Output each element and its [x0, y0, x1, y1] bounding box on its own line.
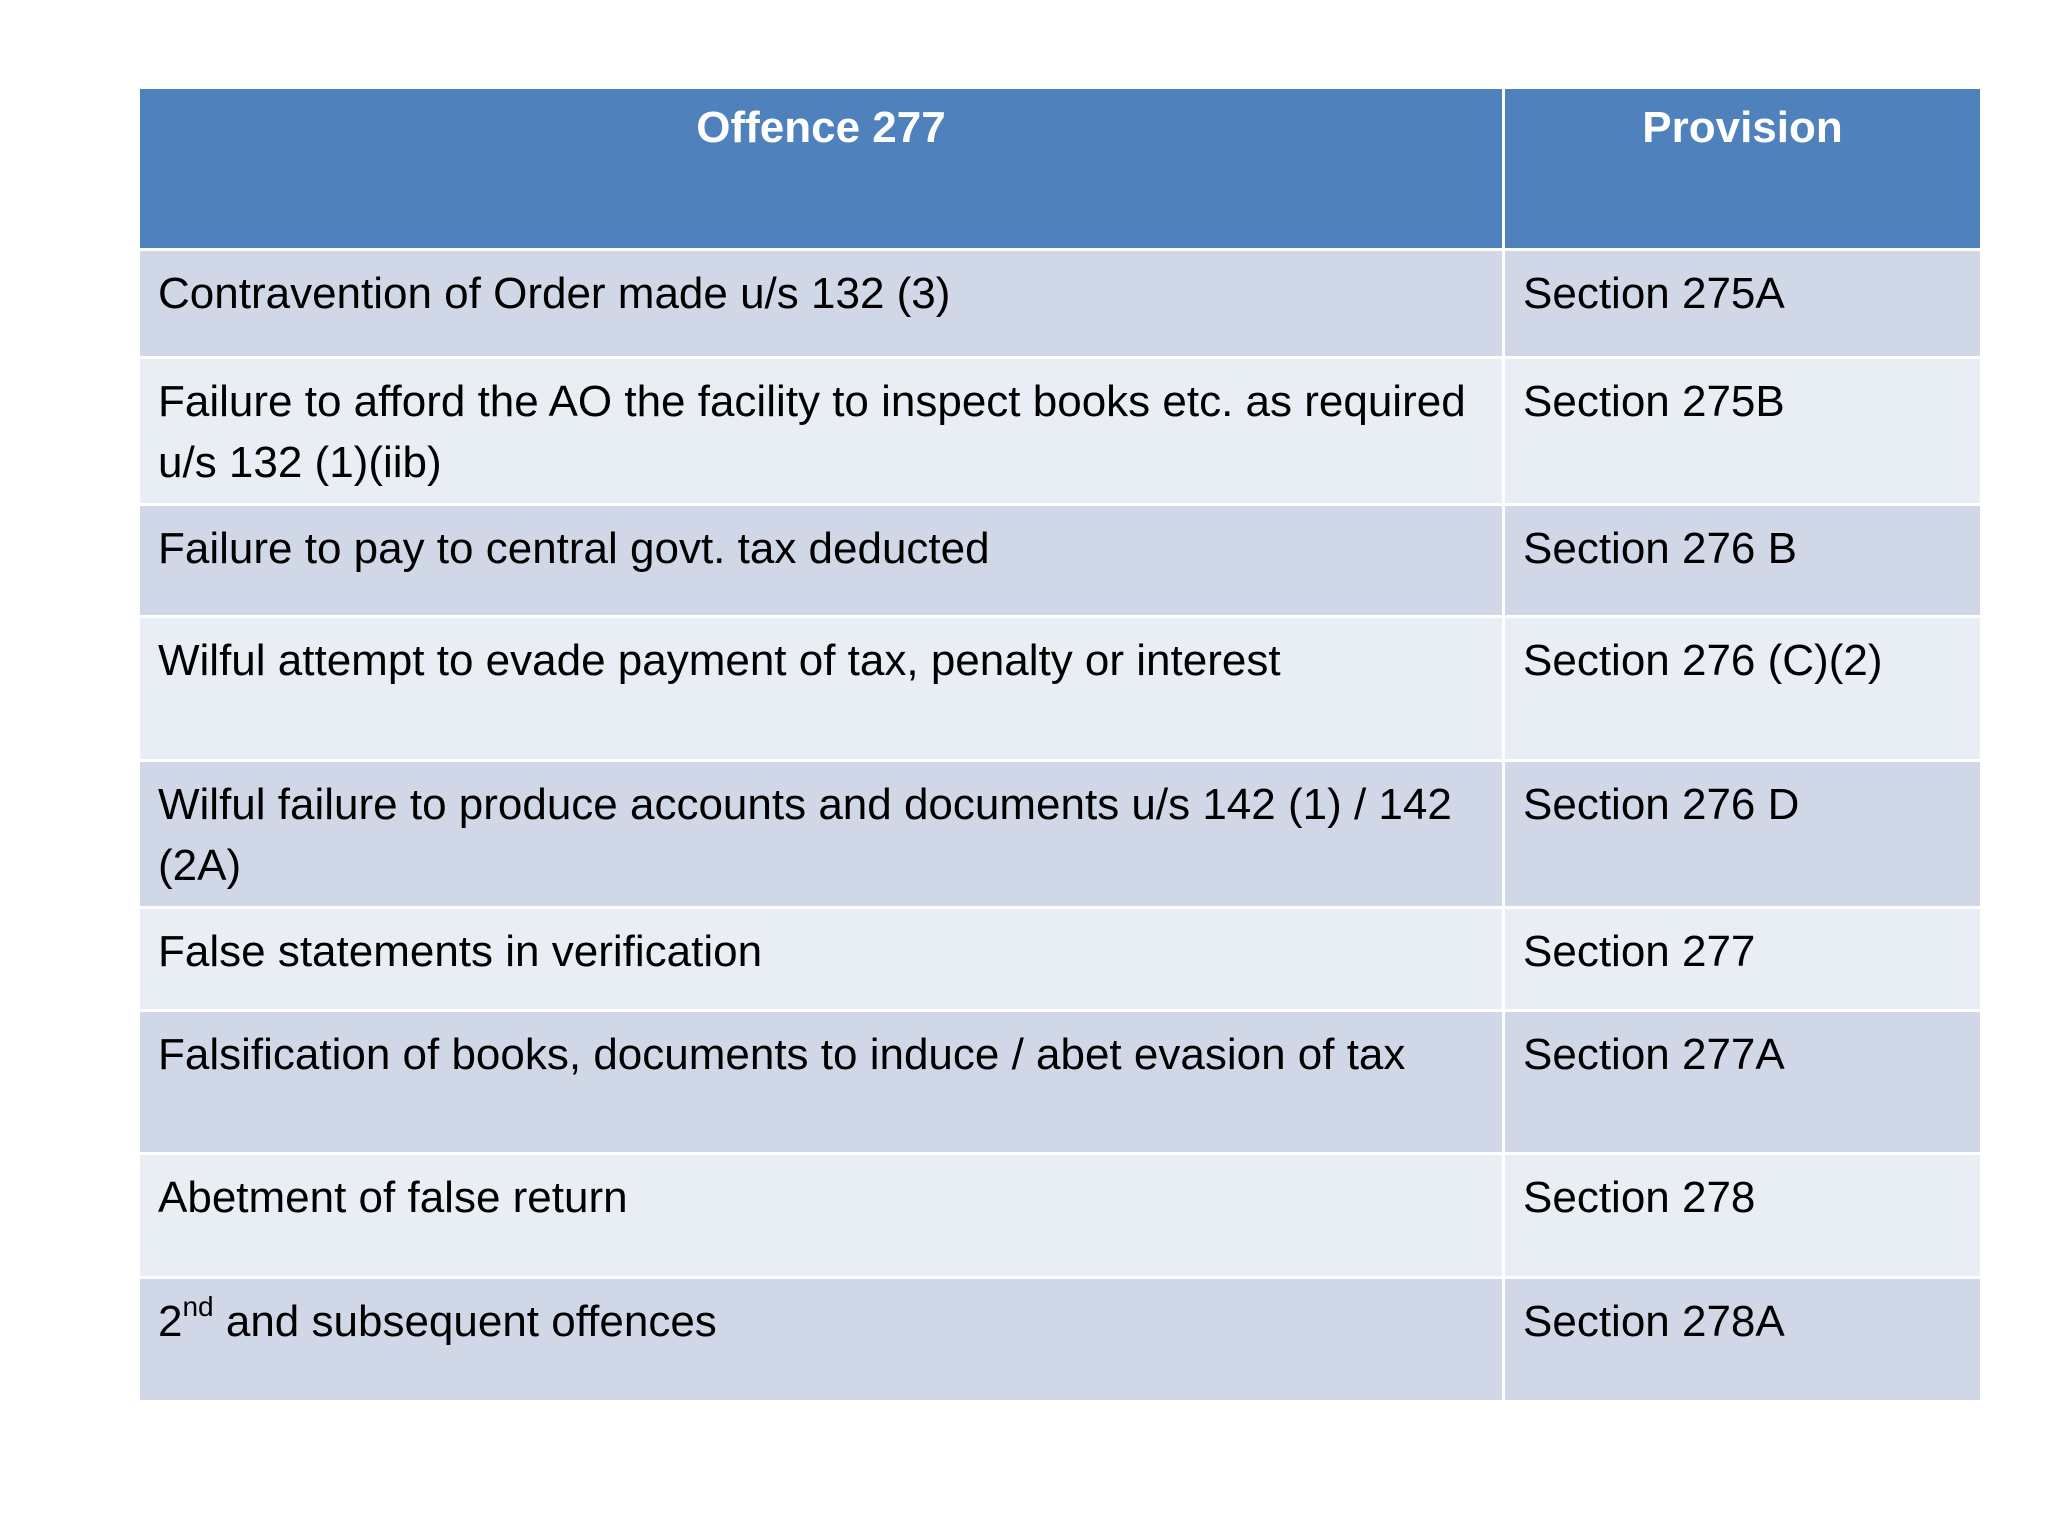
table-row [139, 1011, 1982, 1154]
provision-cell: Section 275A [1504, 250, 1982, 358]
header-row [139, 88, 1982, 250]
provision-cell: Section 277A [1504, 1011, 1982, 1154]
provision-cell: Section 276 D [1504, 761, 1982, 908]
table-row [139, 1154, 1982, 1278]
offence-cell: False statements in verification [139, 908, 1504, 1011]
provision-cell: Section 278 [1504, 1154, 1982, 1278]
provision-cell: Section 275B [1504, 358, 1982, 505]
provision-cell: Section 276 B [1504, 505, 1982, 617]
offence-ordinal-suffix: nd [182, 1291, 214, 1323]
table-row [139, 358, 1982, 505]
provision-cell: Section 278A [1504, 1278, 1982, 1402]
offence-number: 2 [158, 1297, 183, 1346]
offence-cell: Failure to afford the AO the facility to inspect books etc. as required u/s 132 (1)(iib) [139, 358, 1504, 505]
provision-cell: Section 277 [1504, 908, 1982, 1011]
header-provision: Provision [1504, 88, 1982, 250]
table-row [139, 908, 1982, 1011]
table-row [139, 250, 1982, 358]
provision-cell: Section 276 (C)(2) [1504, 617, 1982, 761]
header-offence: Offence 277 [139, 88, 1504, 250]
table-row [139, 505, 1982, 617]
offence-cell: Falsification of books, documents to induce / abet evasion of tax [139, 1011, 1504, 1154]
table-row [139, 761, 1982, 908]
offence-cell: Failure to pay to central govt. tax deducted [139, 505, 1504, 617]
offence-cell: Wilful attempt to evade payment of tax, penalty or interest [139, 617, 1504, 761]
table-row [139, 617, 1982, 761]
offence-cell [139, 1278, 1504, 1402]
offence-cell: Wilful failure to produce accounts and documents u/s 142 (1) / 142 (2A) [139, 761, 1504, 908]
offence-cell: Contravention of Order made u/s 132 (3) [139, 250, 1504, 358]
offence-cell: Abetment of false return [139, 1154, 1504, 1278]
offence-text: and subsequent offences [213, 1297, 717, 1346]
offence-table [137, 86, 1983, 1403]
table-row [139, 1278, 1982, 1402]
